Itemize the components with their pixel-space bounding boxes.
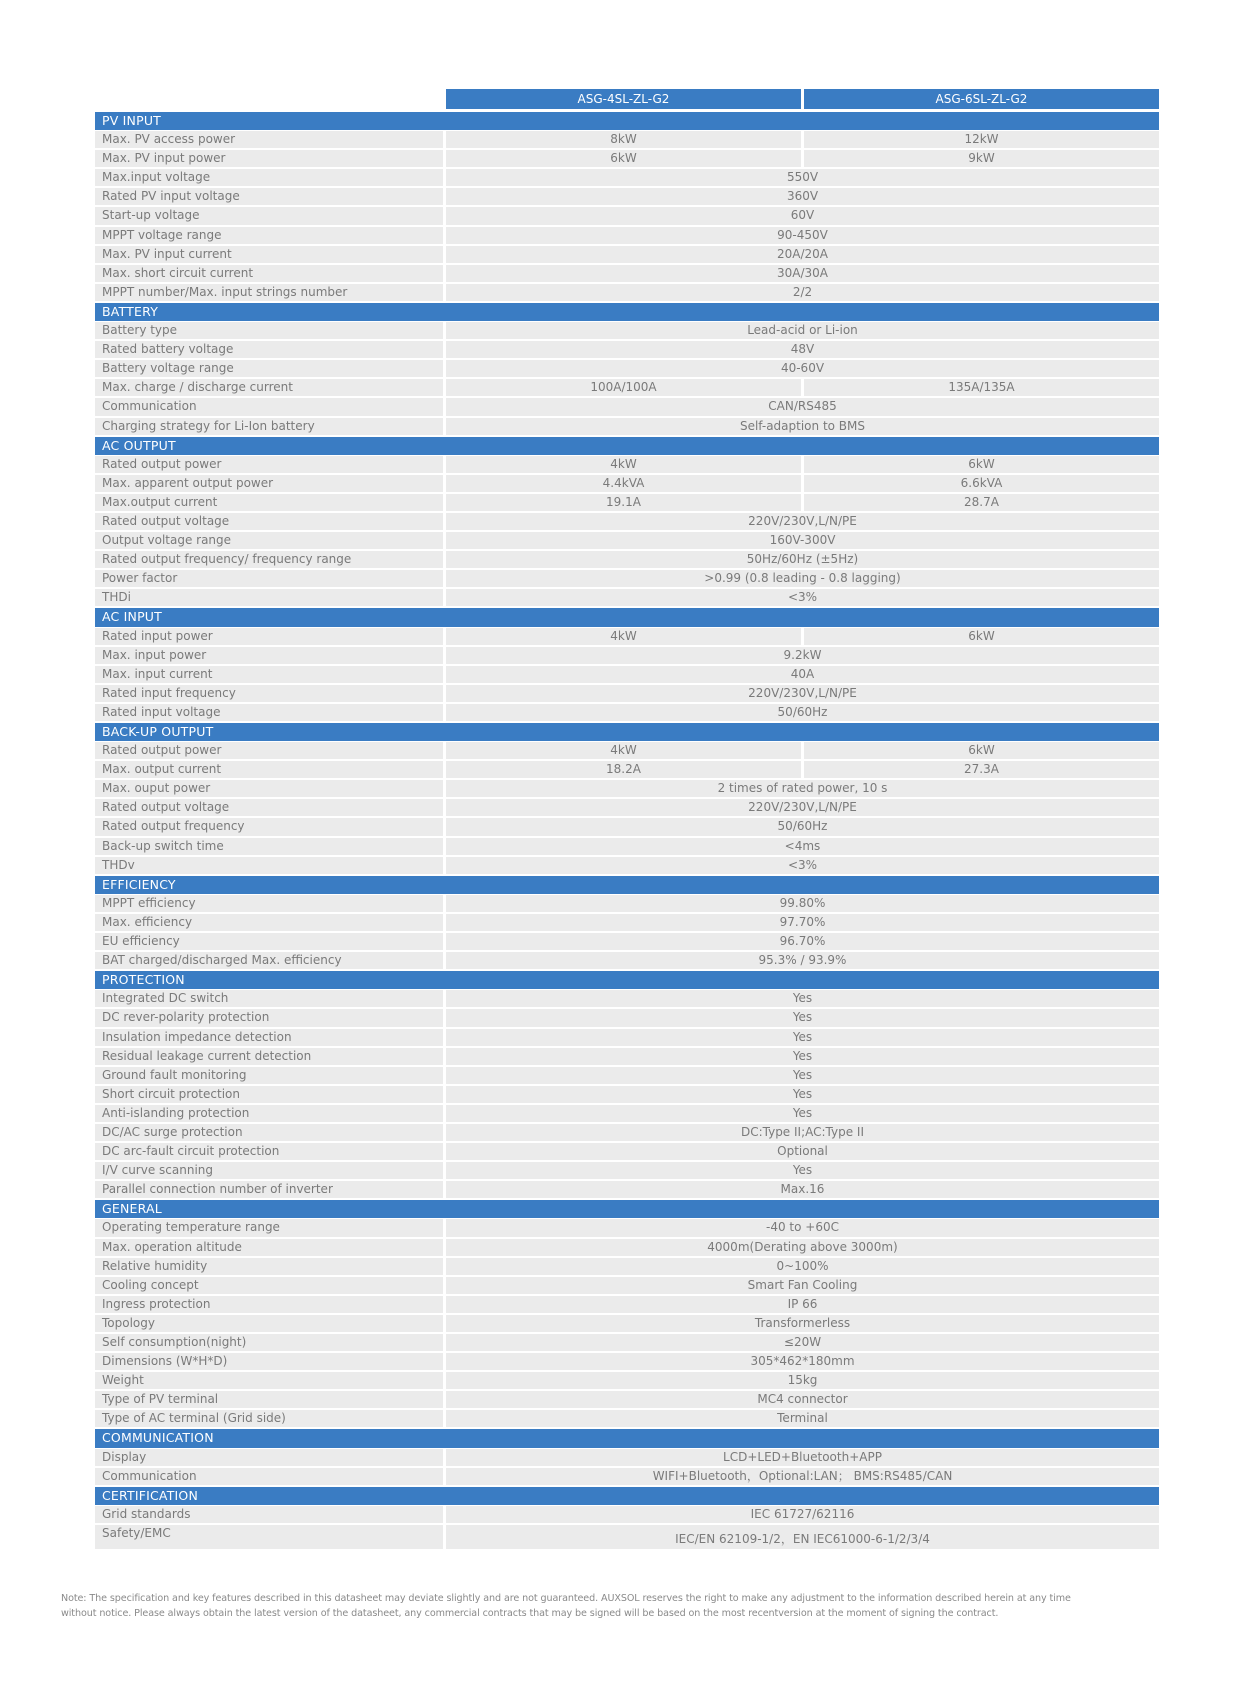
spec-value-model-1: 18.2A	[446, 761, 801, 778]
spec-label: Battery type	[95, 322, 443, 339]
spec-value-shared: <3%	[446, 857, 1159, 874]
spec-row	[95, 1315, 1159, 1334]
spec-label: Max. charge / discharge current	[95, 379, 443, 396]
spec-value-shared: 220V/230V,L/N/PE	[446, 513, 1159, 530]
spec-value-shared: 160V-300V	[446, 532, 1159, 549]
spec-value-shared: 2 times of rated power, 10 s	[446, 780, 1159, 797]
spec-value-shared: >0.99 (0.8 leading - 0.8 lagging)	[446, 570, 1159, 587]
spec-value-shared: 97.70%	[446, 914, 1159, 931]
spec-label: Rated output power	[95, 742, 443, 759]
spec-row	[95, 761, 1159, 780]
spec-value-shared: DC:Type II;AC:Type II	[446, 1124, 1159, 1141]
spec-row	[95, 1277, 1159, 1296]
spec-label: Topology	[95, 1315, 443, 1332]
spec-row	[95, 1506, 1159, 1525]
spec-value-shared: 99.80%	[446, 895, 1159, 912]
section-header: COMMUNICATION	[95, 1429, 1159, 1447]
spec-value-shared: Yes	[446, 990, 1159, 1007]
spec-row	[95, 341, 1159, 360]
spec-value-shared: 305*462*180mm	[446, 1353, 1159, 1370]
section-header: CERTIFICATION	[95, 1487, 1159, 1505]
spec-row	[95, 1009, 1159, 1028]
spec-label: BAT charged/discharged Max. efficiency	[95, 952, 443, 969]
spec-value-model-2: 6kW	[804, 628, 1159, 645]
section-header: BATTERY	[95, 303, 1159, 321]
spec-value-shared: 90-450V	[446, 227, 1159, 244]
spec-value-shared: 20A/20A	[446, 246, 1159, 263]
spec-row	[95, 857, 1159, 876]
spec-row	[95, 1334, 1159, 1353]
spec-value-model-1: 4kW	[446, 628, 801, 645]
spec-label: Type of PV terminal	[95, 1391, 443, 1408]
note-line: Note: The specification and key features described in this datasheet may deviate slightly and are not guaranteed. AUXSOL reserves the right to make any adjustment to the information described herein at any time	[61, 1593, 1071, 1604]
spec-label: Rated output voltage	[95, 799, 443, 816]
model-column-header: ASG-6SL-ZL-G2	[804, 89, 1159, 109]
spec-row	[95, 1181, 1159, 1200]
spec-row	[95, 1296, 1159, 1315]
spec-value-model-1: 4kW	[446, 456, 801, 473]
spec-value-shared: 15kg	[446, 1372, 1159, 1389]
spec-label: Self consumption(night)	[95, 1334, 443, 1351]
spec-label: Anti-islanding protection	[95, 1105, 443, 1122]
spec-row	[95, 1468, 1159, 1487]
spec-label: Rated output frequency/ frequency range	[95, 551, 443, 568]
spec-value-model-2: 6kW	[804, 456, 1159, 473]
spec-row	[95, 207, 1159, 226]
spec-row	[95, 551, 1159, 570]
spec-row	[95, 284, 1159, 303]
spec-value-shared: 4000m(Derating above 3000m)	[446, 1239, 1159, 1256]
spec-row	[95, 1124, 1159, 1143]
spec-label: I/V curve scanning	[95, 1162, 443, 1179]
spec-label: Safety/EMC	[95, 1525, 443, 1549]
spec-label: Rated output voltage	[95, 513, 443, 530]
spec-row	[95, 628, 1159, 647]
spec-label: Battery voltage range	[95, 360, 443, 377]
spec-value-shared: Lead-acid or Li-ion	[446, 322, 1159, 339]
section-header: BACK-UP OUTPUT	[95, 723, 1159, 741]
spec-row	[95, 1258, 1159, 1277]
spec-label: Integrated DC switch	[95, 990, 443, 1007]
spec-label: DC arc-fault circuit protection	[95, 1143, 443, 1160]
spec-value-model-1: 4kW	[446, 742, 801, 759]
spec-label: DC rever-polarity protection	[95, 1009, 443, 1026]
spec-value-model-2: 12kW	[804, 131, 1159, 148]
spec-label: Grid standards	[95, 1506, 443, 1523]
spec-row	[95, 456, 1159, 475]
spec-value-model-2: 6kW	[804, 742, 1159, 759]
spec-label: Back-up switch time	[95, 838, 443, 855]
spec-value-model-1: 19.1A	[446, 494, 801, 511]
spec-row	[95, 589, 1159, 608]
spec-row	[95, 1239, 1159, 1258]
spec-label: Max. PV input power	[95, 150, 443, 167]
spec-label: Rated input power	[95, 628, 443, 645]
spec-row	[95, 322, 1159, 341]
spec-row	[95, 513, 1159, 532]
spec-label: Max. output current	[95, 761, 443, 778]
section-header: AC INPUT	[95, 608, 1159, 626]
spec-label: DC/AC surge protection	[95, 1124, 443, 1141]
spec-row	[95, 246, 1159, 265]
spec-row	[95, 666, 1159, 685]
spec-value-shared: -40 to +60C	[446, 1219, 1159, 1236]
spec-label: Max. PV access power	[95, 131, 443, 148]
spec-row	[95, 265, 1159, 284]
spec-value-shared: Terminal	[446, 1410, 1159, 1427]
spec-value-shared: 95.3% / 93.9%	[446, 952, 1159, 969]
spec-row	[95, 818, 1159, 837]
spec-value-shared: Smart Fan Cooling	[446, 1277, 1159, 1294]
spec-label: Charging strategy for Li-Ion battery	[95, 418, 443, 435]
spec-row	[95, 933, 1159, 952]
spec-row	[95, 742, 1159, 761]
spec-value-shared: Yes	[446, 1105, 1159, 1122]
spec-row	[95, 131, 1159, 150]
spec-row	[95, 1048, 1159, 1067]
spec-row	[95, 1086, 1159, 1105]
spec-value-shared: IEC/EN 62109-1/2，EN IEC61000-6-1/2/3/4	[446, 1525, 1159, 1549]
spec-value-shared: CAN/RS485	[446, 398, 1159, 415]
section-header: EFFICIENCY	[95, 876, 1159, 894]
spec-label: Communication	[95, 1468, 443, 1485]
spec-value-shared: <4ms	[446, 838, 1159, 855]
spec-label: MPPT efficiency	[95, 895, 443, 912]
spec-label: Max. apparent output power	[95, 475, 443, 492]
spec-label: Max. input power	[95, 647, 443, 664]
spec-row	[95, 570, 1159, 589]
spec-value-shared: 220V/230V,L/N/PE	[446, 799, 1159, 816]
spec-value-shared: 220V/230V,L/N/PE	[446, 685, 1159, 702]
spec-label: EU efficiency	[95, 933, 443, 950]
spec-label: Max. ouput power	[95, 780, 443, 797]
spec-label: Dimensions (W*H*D)	[95, 1353, 443, 1370]
spec-label: Rated output power	[95, 456, 443, 473]
spec-row	[95, 952, 1159, 971]
spec-table	[95, 89, 1159, 1551]
spec-value-shared: Self-adaption to BMS	[446, 418, 1159, 435]
section-header: AC OUTPUT	[95, 437, 1159, 455]
section-header: GENERAL	[95, 1200, 1159, 1218]
spec-value-model-1: 4.4kVA	[446, 475, 801, 492]
spec-label: Ingress protection	[95, 1296, 443, 1313]
spec-row	[95, 1372, 1159, 1391]
spec-value-model-2: 6.6kVA	[804, 475, 1159, 492]
spec-label: THDv	[95, 857, 443, 874]
spec-row	[95, 494, 1159, 513]
spec-sections	[95, 112, 1159, 1551]
spec-value-shared: 9.2kW	[446, 647, 1159, 664]
spec-row	[95, 799, 1159, 818]
spec-row	[95, 398, 1159, 417]
spec-value-shared: Yes	[446, 1067, 1159, 1084]
spec-label: Insulation impedance detection	[95, 1029, 443, 1046]
spec-label: Max. efficiency	[95, 914, 443, 931]
spec-value-shared: ≤20W	[446, 1334, 1159, 1351]
spec-row	[95, 379, 1159, 398]
spec-value-shared: 50/60Hz	[446, 704, 1159, 721]
spec-value-shared: Yes	[446, 1048, 1159, 1065]
spec-row	[95, 418, 1159, 437]
spec-label: Operating temperature range	[95, 1219, 443, 1236]
spec-label: Rated PV input voltage	[95, 188, 443, 205]
spec-label: Type of AC terminal (Grid side)	[95, 1410, 443, 1427]
spec-value-shared: 50Hz/60Hz (±5Hz)	[446, 551, 1159, 568]
spec-label: Start-up voltage	[95, 207, 443, 224]
spec-value-shared: IEC 61727/62116	[446, 1506, 1159, 1523]
spec-value-shared: WIFI+Bluetooth，Optional:LAN； BMS:RS485/CAN	[446, 1468, 1159, 1485]
spec-row	[95, 1029, 1159, 1048]
spec-row	[95, 647, 1159, 666]
spec-value-shared: Yes	[446, 1086, 1159, 1103]
spec-row	[95, 1410, 1159, 1429]
spec-row	[95, 1449, 1159, 1468]
spec-row	[95, 1525, 1159, 1551]
spec-value-shared: 40-60V	[446, 360, 1159, 377]
spec-row	[95, 150, 1159, 169]
spec-value-shared: LCD+LED+Bluetooth+APP	[446, 1449, 1159, 1466]
spec-label: Max.input voltage	[95, 169, 443, 186]
spec-row	[95, 704, 1159, 723]
spec-value-shared: Optional	[446, 1143, 1159, 1160]
spec-value-shared: Max.16	[446, 1181, 1159, 1198]
spec-row	[95, 838, 1159, 857]
spec-value-model-1: 8kW	[446, 131, 801, 148]
spec-value-shared: Yes	[446, 1162, 1159, 1179]
spec-row	[95, 1162, 1159, 1181]
spec-value-model-2: 28.7A	[804, 494, 1159, 511]
spec-value-shared: IP 66	[446, 1296, 1159, 1313]
header-spacer	[95, 89, 446, 109]
spec-label: Rated input voltage	[95, 704, 443, 721]
spec-row	[95, 1105, 1159, 1124]
spec-value-shared: 2/2	[446, 284, 1159, 301]
section-header: PROTECTION	[95, 971, 1159, 989]
spec-label: Rated input frequency	[95, 685, 443, 702]
spec-value-shared: 60V	[446, 207, 1159, 224]
section-header: PV INPUT	[95, 112, 1159, 130]
note-line: without notice. Please always obtain the latest version of the datasheet, any commercial contracts that may be signed will be based on the most recentversion at the moment of signing the contract.	[61, 1608, 999, 1619]
spec-value-shared: 48V	[446, 341, 1159, 358]
spec-label: Parallel connection number of inverter	[95, 1181, 443, 1198]
spec-value-shared: Transformerless	[446, 1315, 1159, 1332]
spec-label: MPPT voltage range	[95, 227, 443, 244]
spec-row	[95, 914, 1159, 933]
spec-value-model-2: 9kW	[804, 150, 1159, 167]
spec-row	[95, 360, 1159, 379]
spec-label: Residual leakage current detection	[95, 1048, 443, 1065]
spec-value-model-1: 100A/100A	[446, 379, 801, 396]
spec-label: Max. short circuit current	[95, 265, 443, 282]
spec-value-shared: MC4 connector	[446, 1391, 1159, 1408]
spec-label: Rated output frequency	[95, 818, 443, 835]
spec-label: MPPT number/Max. input strings number	[95, 284, 443, 301]
spec-row	[95, 1353, 1159, 1372]
spec-row	[95, 227, 1159, 246]
spec-row	[95, 532, 1159, 551]
spec-row	[95, 1067, 1159, 1086]
spec-row	[95, 188, 1159, 207]
spec-label: Communication	[95, 398, 443, 415]
model-header-row	[95, 89, 1159, 109]
spec-label: Short circuit protection	[95, 1086, 443, 1103]
spec-value-shared: 40A	[446, 666, 1159, 683]
spec-row	[95, 169, 1159, 188]
spec-label: Max. input current	[95, 666, 443, 683]
spec-value-shared: Yes	[446, 1009, 1159, 1026]
spec-label: Relative humidity	[95, 1258, 443, 1275]
spec-label: THDi	[95, 589, 443, 606]
spec-label: Max.output current	[95, 494, 443, 511]
spec-value-shared: <3%	[446, 589, 1159, 606]
spec-label: Rated battery voltage	[95, 341, 443, 358]
spec-value-shared: 96.70%	[446, 933, 1159, 950]
spec-row	[95, 685, 1159, 704]
spec-row	[95, 475, 1159, 494]
spec-value-shared: 550V	[446, 169, 1159, 186]
spec-label: Cooling concept	[95, 1277, 443, 1294]
spec-value-shared: 360V	[446, 188, 1159, 205]
disclaimer-note	[61, 1591, 1191, 1621]
spec-label: Display	[95, 1449, 443, 1466]
spec-value-model-1: 6kW	[446, 150, 801, 167]
spec-value-model-2: 135A/135A	[804, 379, 1159, 396]
spec-row	[95, 895, 1159, 914]
spec-row	[95, 1391, 1159, 1410]
spec-label: Max. PV input current	[95, 246, 443, 263]
spec-label: Ground fault monitoring	[95, 1067, 443, 1084]
spec-value-shared: 50/60Hz	[446, 818, 1159, 835]
spec-row	[95, 990, 1159, 1009]
spec-value-shared: 0~100%	[446, 1258, 1159, 1275]
spec-row	[95, 780, 1159, 799]
spec-row	[95, 1143, 1159, 1162]
spec-value-shared: Yes	[446, 1029, 1159, 1046]
spec-value-shared: 30A/30A	[446, 265, 1159, 282]
model-column-header: ASG-4SL-ZL-G2	[446, 89, 801, 109]
spec-row	[95, 1219, 1159, 1238]
spec-label: Output voltage range	[95, 532, 443, 549]
spec-value-model-2: 27.3A	[804, 761, 1159, 778]
spec-label: Weight	[95, 1372, 443, 1389]
spec-label: Power factor	[95, 570, 443, 587]
spec-label: Max. operation altitude	[95, 1239, 443, 1256]
